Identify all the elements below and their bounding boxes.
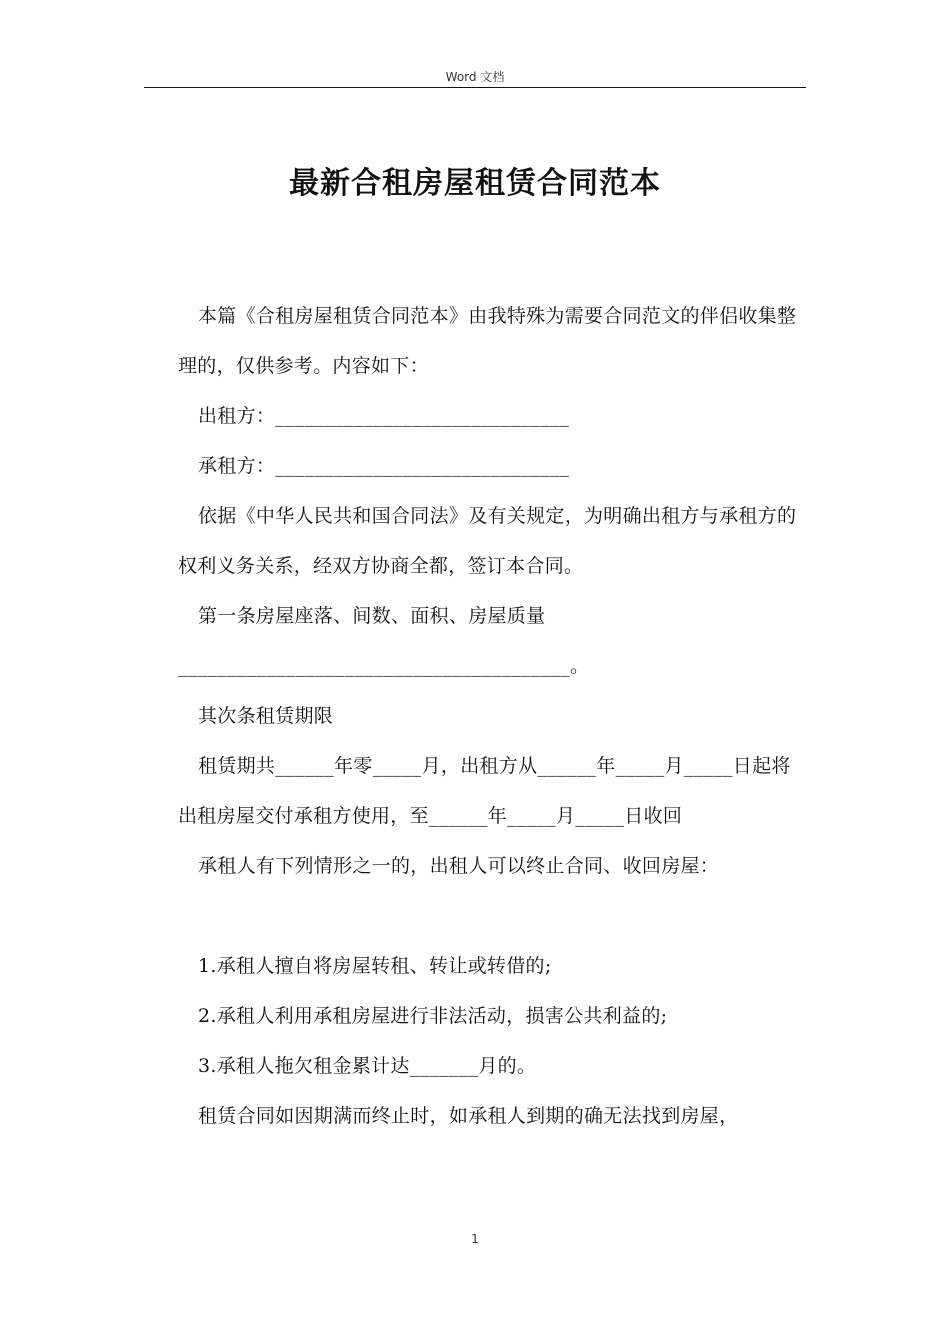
closing-paragraph: 租赁合同如因期满而终止时，如承租人到期的确无法找到房屋， — [198, 1105, 739, 1127]
article-1-paragraph: 第一条房屋座落、间数、面积、房屋质量________________________________________。 — [178, 605, 590, 677]
list-item: 2.承租人利用承租房屋进行非法活动，损害公共利益的; — [198, 1005, 668, 1027]
page-header: Word 文档 — [445, 70, 505, 84]
page-number: 1 — [471, 1232, 479, 1246]
header-divider — [144, 87, 806, 88]
lessee-line: 承租方：______________________________ — [198, 455, 570, 477]
list-item: 1.承租人擅自将房屋转租、转让或转借的; — [198, 955, 552, 977]
termination-intro: 承租人有下列情形之一的，出租人可以终止合同、收回房屋： — [198, 855, 720, 877]
lessor-line: 出租方：______________________________ — [198, 405, 570, 427]
document-title: 最新合租房屋租赁合同范本 — [289, 166, 661, 201]
basis-paragraph: 依据《中华人民共和国合同法》及有关规定，为明确出租方与承租方的权利义务关系，经双方协商全都，签订本合同。 — [178, 505, 797, 577]
lease-term-paragraph: 租赁期共______年零_____月，出租方从______年_____月_____日起将出租房屋交付承租方使用，至______年_____月_____日收回 — [178, 755, 791, 827]
list-item: 3.承租人拖欠租金累计达_______月的。 — [198, 1055, 537, 1077]
document-body — [178, 291, 801, 1141]
article-2-heading: 其次条租赁期限 — [198, 705, 334, 727]
intro-paragraph: 本篇《合租房屋租赁合同范本》由我特殊为需要合同范文的伴侣收集整理的，仅供参考。内容如下： — [178, 305, 797, 377]
spacer — [178, 891, 801, 941]
